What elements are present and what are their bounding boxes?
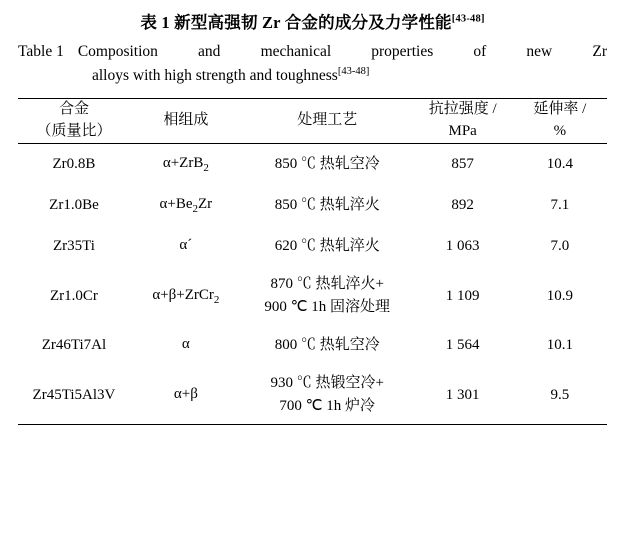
cell-phase <box>130 325 242 366</box>
column-header-process: 处理工艺 <box>242 99 413 144</box>
cell-process-line1: 800 ℃ 热轧空冷 <box>274 337 380 354</box>
cell-phase-main: α´ <box>179 237 193 254</box>
cell-elongation: 7.1 <box>550 197 570 214</box>
cell-process-line2: 700 ℃ 1h 炉冷 <box>279 397 376 414</box>
cell-process-line1: 850 ℃ 热轧淬火 <box>274 197 380 214</box>
cell-tensile-strength: 892 <box>451 197 474 214</box>
cell-phase <box>130 185 242 226</box>
cell-phase-subscript: 2 <box>213 293 220 306</box>
cell-alloy: Zr45Ti5Al3V <box>32 386 116 403</box>
table-body <box>18 143 607 424</box>
caption-english-text2: alloys with high strength and toughness <box>92 67 338 85</box>
cell-tensile-strength: 1 063 <box>445 238 480 255</box>
column-header-tensile-strength-line1: 抗拉强度 / <box>428 101 497 118</box>
cell-phase-main: α+β <box>173 385 198 402</box>
cell-alloy: Zr0.8B <box>18 143 130 185</box>
column-header-elongation-line2: % <box>553 123 567 140</box>
cell-alloy: Zr1.0Be <box>49 197 99 214</box>
table-row <box>18 267 607 325</box>
caption-english-line1 <box>18 40 607 64</box>
cell-process-line1: 850 ℃ 热轧空冷 <box>274 156 380 173</box>
cell-phase-suffix: Zr <box>198 196 213 213</box>
cell-tensile-strength: 857 <box>413 143 513 185</box>
table-row <box>18 325 607 366</box>
cell-process-line1: 620 ℃ 热轧淬火 <box>274 238 380 255</box>
cell-tensile-strength: 1 301 <box>445 386 480 403</box>
column-header-elongation <box>513 99 607 144</box>
cell-phase <box>130 267 242 325</box>
table-header <box>18 99 607 144</box>
cell-elongation: 10.1 <box>546 337 573 354</box>
table-row <box>18 226 607 267</box>
cell-process <box>242 366 413 424</box>
cell-process <box>242 226 413 267</box>
cell-alloy: Zr1.0Cr <box>49 287 98 304</box>
cell-tensile-strength: 1 109 <box>445 287 480 304</box>
caption-english-reference: [43-48] <box>337 66 370 78</box>
table-row <box>18 366 607 424</box>
cell-process <box>242 325 413 366</box>
caption-english <box>18 40 607 88</box>
cell-alloy: Zr35Ti <box>52 238 95 255</box>
cell-process <box>242 267 413 325</box>
cell-elongation: 9.5 <box>550 386 570 403</box>
column-header-phase: 相组成 <box>130 99 242 144</box>
column-header-elongation-line1: 延伸率 / <box>533 101 587 118</box>
cell-alloy: Zr46Ti7Al <box>41 337 107 354</box>
cell-process-line2: 900 ℃ 1h 固溶处理 <box>264 298 391 315</box>
caption-chinese <box>18 12 607 34</box>
cell-elongation: 10.4 <box>513 143 607 185</box>
caption-english-line2 <box>92 64 607 88</box>
column-header-alloy-line1: 合金 <box>58 101 89 118</box>
cell-phase <box>130 366 242 424</box>
cell-phase <box>130 143 242 185</box>
caption-english-text1: Composition and mechanical properties of new Zr <box>77 43 607 61</box>
properties-table <box>18 98 607 424</box>
column-header-alloy <box>18 99 130 144</box>
column-header-tensile-strength <box>413 99 513 144</box>
cell-process <box>242 185 413 226</box>
cell-phase-subscript: 2 <box>203 162 209 175</box>
column-header-tensile-strength-line2: MPa <box>448 123 477 140</box>
cell-elongation: 10.9 <box>546 287 573 304</box>
caption-english-label: Table 1 <box>18 43 64 61</box>
cell-phase-main: α <box>181 336 190 353</box>
cell-phase-main: α+β+ZrCr <box>152 286 214 303</box>
table-bottom-rule <box>18 424 607 425</box>
caption-chinese-reference: [43-48] <box>451 13 485 25</box>
cell-tensile-strength: 1 564 <box>445 337 480 354</box>
cell-phase <box>130 226 242 267</box>
cell-process-line1: 930 ℃ 热锻空冷+ <box>270 375 384 392</box>
cell-process <box>242 143 413 185</box>
cell-elongation: 7.0 <box>550 238 570 255</box>
table-row <box>18 143 607 185</box>
caption-chinese-text: 新型高强韧 Zr 合金的成分及力学性能 <box>174 13 452 32</box>
table-row <box>18 185 607 226</box>
caption-chinese-label: 表 1 <box>140 13 170 32</box>
cell-process-line1: 870 ℃ 热轧淬火+ <box>270 276 384 293</box>
cell-phase-main: α+Be <box>159 196 193 213</box>
cell-phase-main: α+ZrB <box>162 155 204 172</box>
column-header-alloy-line2: （质量比） <box>36 123 112 140</box>
cell-phase-subscript: 2 <box>192 203 199 216</box>
table-header-row <box>18 99 607 144</box>
